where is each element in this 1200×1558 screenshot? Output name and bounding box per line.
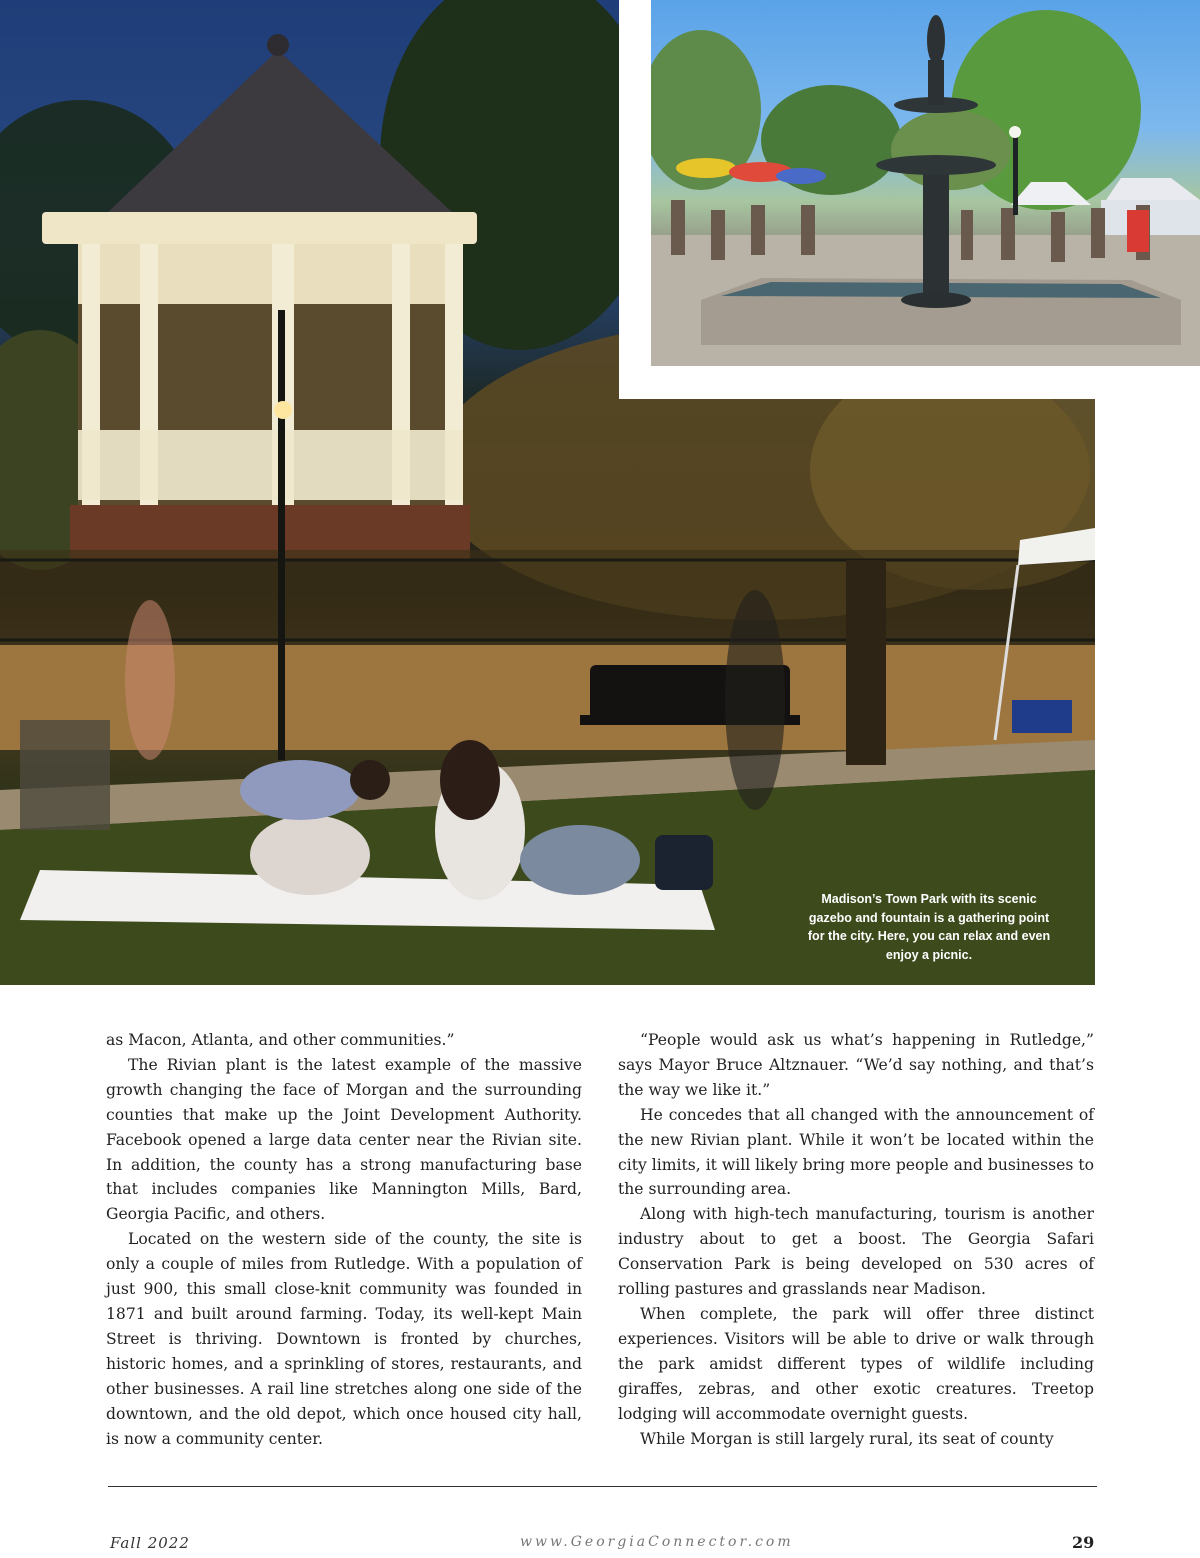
website-url: www.GeorgiaConnector.com (520, 1534, 794, 1550)
photo-caption: Madison’s Town Park with its scenic gazebo and fountain is a gathering point for the city. Here, you can relax and even enjoy a picnic. (807, 892, 1051, 962)
article-column-right (618, 1028, 1094, 1451)
article-column-left (106, 1028, 582, 1451)
paragraph: Along with high-tech manufacturing, tourism is another industry about to get a boost. The Georgia Safari Conservation Park is being developed on 530 acres of rolling pastures and grasslands near Madison. (618, 1205, 1094, 1299)
issue-label: Fall 2022 (110, 1534, 190, 1552)
paragraph: “People would ask us what’s happening in Rutledge,” says Mayor Bruce Altznauer. “We’d say nothing, and that’s the way we like it.” (618, 1031, 1094, 1099)
paragraph: The Rivian plant is the latest example of the massive growth changing the face of Morgan and the surrounding counties that make up the Joint Development Authority. Facebook opened a large data center near the Rivian site. In addition, the county has a strong manufacturing base that includes companies like Mannington Mills, Bard, Georgia Pacific, and others. (106, 1055, 582, 1224)
paragraph: He concedes that all changed with the announcement of the new Rivian plant. While it won’t be located within the city limits, it will likely bring more people and businesses to the surrounding area. (618, 1105, 1094, 1199)
paragraph: While Morgan is still largely rural, its seat of county (640, 1429, 1054, 1448)
paragraph: When complete, the park will offer three distinct experiences. Visitors will be able to drive or walk through the park amidst different types of wildlife including giraffes, zebras, and other exotic creatures. Treetop lodging will accommodate overnight guests. (618, 1304, 1094, 1423)
footer-divider (108, 1486, 1097, 1487)
fountain-illustration (651, 0, 1200, 366)
fountain-photo (651, 0, 1200, 366)
page-number: 29 (1072, 1533, 1095, 1552)
paragraph: Located on the western side of the county, the site is only a couple of miles from Rutledge. With a population of just 900, this small close-knit community was founded in 1871 and built around farming. Today, its well-kept Main Street is thriving. Downtown is fronted by churches, historic homes, and a sprinkling of stores, restaurants, and other businesses. A rail line stretches along one side of the downtown, and the old depot, which once housed city hall, is now a community center. (106, 1230, 582, 1448)
paragraph: as Macon, Atlanta, and other communities.” (106, 1031, 455, 1049)
